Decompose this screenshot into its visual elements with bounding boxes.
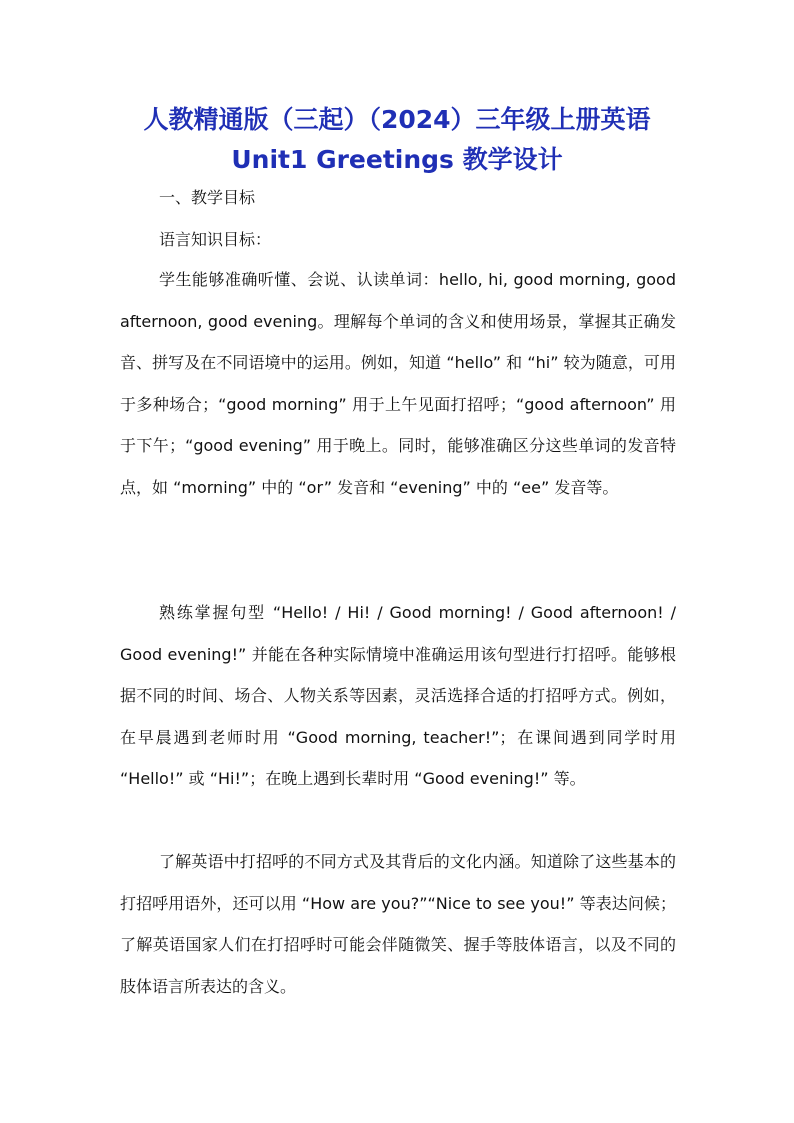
paragraph-vocabulary: 学生能够准确听懂、会说、认读单词：hello, hi, good morning, good afternoon, good evening。理解每个单词的含义和使用场景，掌握其正确发音、拼写及在不同语境中的运用。例如，知道 “hello” 和 “hi” 较为随意，可用于多种场合；“good morning” 用于上午见面打招呼；“good afternoon” 用于下午；“good evening” 用于晚上。同时，能够准确区分这些单词的发音特点，如 “morning” 中的 “or” 发音和 “evening” 中的 “ee” 发音等。 [120,270,676,497]
paragraph-sentence-patterns: 熟练掌握句型 “Hello! / Hi! / Good morning! / Good afternoon! / Good evening!” 并能在各种实际情境中准确运用该句型进行打招呼。能够根据不同的时间、场合、人物关系等因素，灵活选择合适的打招呼方式。例如，在早晨遇到老师时用 “Good morning, teacher!”；在课间遇到同学时用 “Hello!” 或 “Hi!”；在晚上遇到长辈时用 “Good evening!” 等。 [120,603,676,788]
document-title-line-2: Unit1 Greetings 教学设计 [231,145,563,174]
document-title-line-1: 人教精通版（三起）（2024）三年级上册英语 [143,105,651,134]
paragraph-culture: 了解英语中打招呼的不同方式及其背后的文化内涵。知道除了这些基本的打招呼用语外，还可以用 “How are you?”“Nice to see you!” 等表达问候；了解英语国家人们在打招呼时可能会伴随微笑、握手等肢体语言，以及不同的肢体语言所表达的含义。 [120,852,676,996]
section-heading: 一、教学目标 [159,188,256,207]
subheading: 语言知识目标： [159,230,272,249]
